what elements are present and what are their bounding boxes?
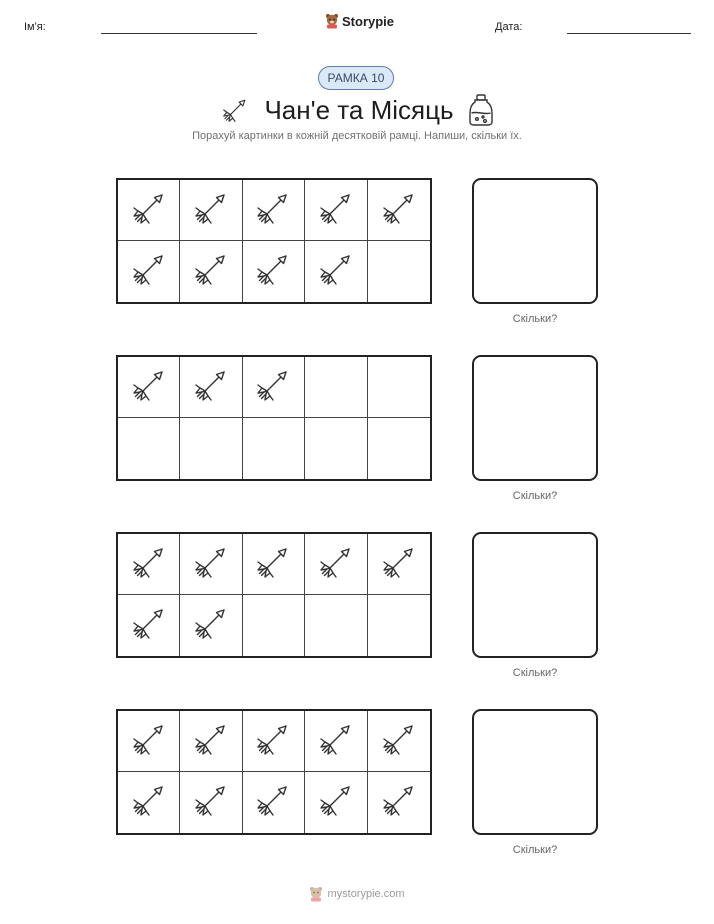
frame-cell xyxy=(180,772,242,833)
arrow-icon xyxy=(191,249,231,294)
answer-box[interactable] xyxy=(472,709,598,835)
frame-cell xyxy=(368,357,430,418)
date-label: Дата: xyxy=(495,21,523,33)
frame-cell xyxy=(180,357,242,418)
frame-cell xyxy=(118,595,180,656)
frame-cell xyxy=(180,418,242,479)
frame-cell xyxy=(368,241,430,302)
arrow-icon xyxy=(253,188,293,233)
frame-cell xyxy=(180,711,242,772)
arrow-icon xyxy=(316,719,356,764)
frame-cell xyxy=(305,357,367,418)
frame-cell xyxy=(180,241,242,302)
frame-cell xyxy=(243,357,305,418)
arrow-icon xyxy=(379,719,419,764)
frame-cell xyxy=(368,418,430,479)
worksheet-title: Чан'е та Місяць xyxy=(264,94,454,125)
frame-cell xyxy=(118,772,180,833)
ten-frame xyxy=(116,532,432,658)
frame-cell xyxy=(243,180,305,241)
frame-cell xyxy=(305,180,367,241)
frame-cell xyxy=(305,711,367,772)
frame-cell xyxy=(368,772,430,833)
arrow-icon xyxy=(191,719,231,764)
arrow-icon xyxy=(379,188,419,233)
answer-box[interactable] xyxy=(472,532,598,658)
frame-cell xyxy=(118,357,180,418)
arrow-icon xyxy=(129,603,169,648)
arrow-icon xyxy=(191,365,231,410)
answer-box[interactable] xyxy=(472,355,598,481)
arrow-icon xyxy=(191,542,231,587)
arrow-icon xyxy=(253,249,293,294)
frame-cell xyxy=(118,418,180,479)
arrow-icon xyxy=(316,780,356,825)
arrow-icon xyxy=(253,719,293,764)
frame-cell xyxy=(118,711,180,772)
arrow-icon xyxy=(191,780,231,825)
ten-frame xyxy=(116,709,432,835)
bear-mascot-icon xyxy=(325,13,339,29)
name-label: Ім'я: xyxy=(24,21,46,33)
arrow-icon xyxy=(253,365,293,410)
title-row xyxy=(0,90,714,130)
arrow-icon xyxy=(253,542,293,587)
frame-cell xyxy=(243,241,305,302)
arrow-icon xyxy=(129,365,169,410)
arrow-icon xyxy=(316,249,356,294)
arrow-icon xyxy=(379,542,419,587)
frame-cell xyxy=(305,595,367,656)
potion-bottle-icon xyxy=(468,93,494,127)
frame-cell xyxy=(305,534,367,595)
name-line[interactable] xyxy=(101,33,257,34)
footer xyxy=(0,886,714,902)
frame-cell xyxy=(180,534,242,595)
arrow-icon xyxy=(191,188,231,233)
how-many-label: Скільки? xyxy=(512,667,558,679)
ten-frame xyxy=(116,178,432,304)
arrow-icon xyxy=(129,542,169,587)
brand-name: Storypie xyxy=(342,13,395,29)
arrow-icon xyxy=(253,780,293,825)
frame-cell xyxy=(180,180,242,241)
frame-cell xyxy=(305,241,367,302)
arrow-icon xyxy=(220,95,250,125)
arrow-icon xyxy=(316,188,356,233)
frame-cell xyxy=(368,595,430,656)
bear-mascot-icon xyxy=(309,886,323,902)
instructions: Порахуй картинки в кожній десятковій рамці. Напиши, скільки їх. xyxy=(192,130,522,142)
how-many-label: Скільки? xyxy=(512,490,558,502)
frame-cell xyxy=(118,180,180,241)
frame-cell xyxy=(243,772,305,833)
frame-cell xyxy=(180,595,242,656)
how-many-label: Скільки? xyxy=(512,844,558,856)
date-line[interactable] xyxy=(567,33,691,34)
arrow-icon xyxy=(129,249,169,294)
frame-cell xyxy=(243,534,305,595)
answer-box[interactable] xyxy=(472,178,598,304)
arrow-icon xyxy=(191,603,231,648)
arrow-icon xyxy=(129,780,169,825)
brand-logo xyxy=(325,13,394,29)
frame-cell xyxy=(118,534,180,595)
arrow-icon xyxy=(316,542,356,587)
frame-cell xyxy=(243,418,305,479)
frame-cell xyxy=(368,180,430,241)
frame-cell xyxy=(368,534,430,595)
arrow-icon xyxy=(129,719,169,764)
frame-cell xyxy=(243,711,305,772)
frame-badge: РАМКА 10 xyxy=(318,66,394,90)
frame-cell xyxy=(243,595,305,656)
how-many-label: Скільки? xyxy=(512,313,558,325)
footer-url: mystorypie.com xyxy=(327,888,405,900)
frame-cell xyxy=(368,711,430,772)
frame-cell xyxy=(305,418,367,479)
frame-cell xyxy=(118,241,180,302)
frame-cell xyxy=(305,772,367,833)
arrow-icon xyxy=(379,780,419,825)
arrow-icon xyxy=(129,188,169,233)
ten-frame xyxy=(116,355,432,481)
